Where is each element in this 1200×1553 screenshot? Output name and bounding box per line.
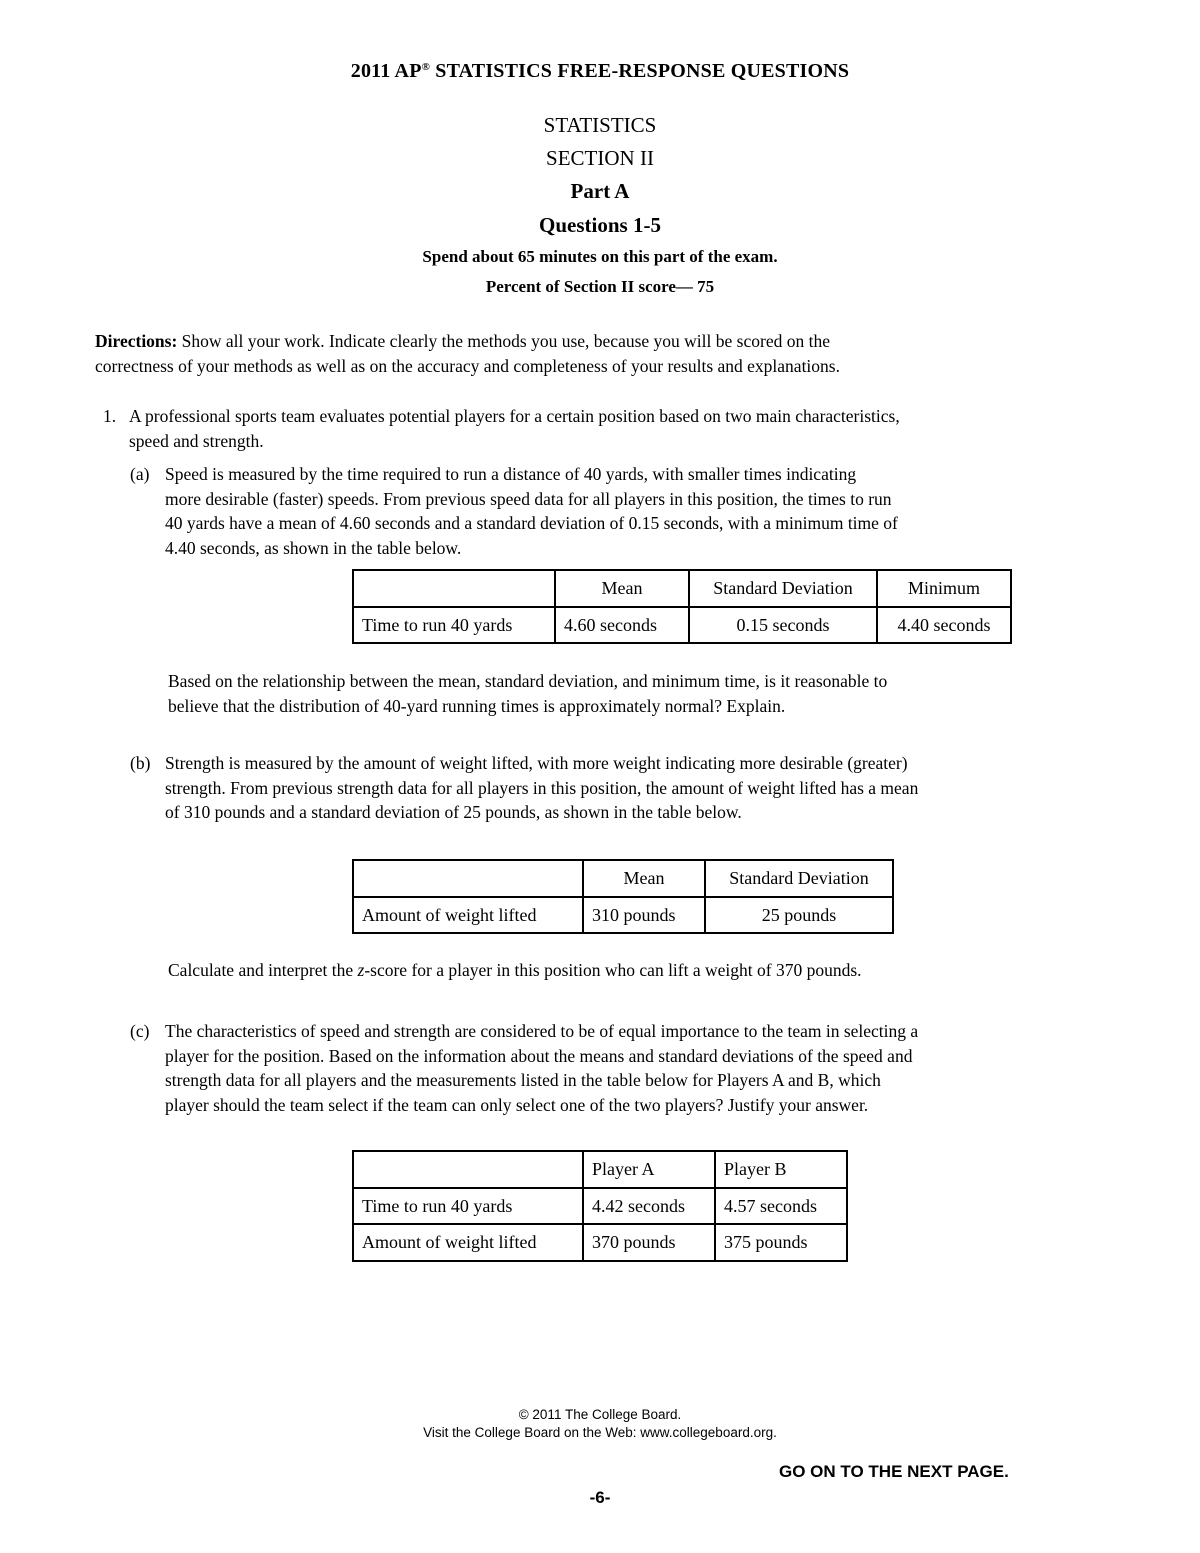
subject-heading: STATISTICS: [543, 113, 657, 137]
table-header-cell: Minimum: [877, 570, 1011, 607]
table-header-row: [353, 1151, 847, 1188]
directions-text-2: correctness of your methods as well as on the accuracy and completeness of your results and explanations.: [95, 355, 840, 376]
part-b-line: of 310 pounds and a standard deviation of 25 pounds, as shown in the table below.: [165, 802, 742, 822]
part-a-prompt-line: believe that the distribution of 40-yard running times is approximately normal? Explain.: [168, 695, 786, 716]
part-a-line: 4.40 seconds, as shown in the table below.: [165, 537, 462, 558]
part-a-prompt-line: Based on the relationship between the mean, standard deviation, and minimum time, is it reasonable to: [168, 671, 888, 691]
part-a-prompt: [168, 669, 1128, 718]
header-title-prefix: 2011 AP: [350, 60, 422, 82]
part-heading: Part A: [570, 179, 630, 203]
percent-note: Percent of Section II score— 75: [485, 277, 715, 296]
table-header-cell: Standard Deviation: [689, 570, 877, 607]
table-header-row: [353, 860, 893, 897]
speed-table: [352, 569, 1012, 644]
table-header-cell: Mean: [555, 570, 689, 607]
directions: [95, 329, 1115, 378]
part-b-label: (b): [130, 753, 151, 773]
table-cell: 370 pounds: [583, 1224, 715, 1261]
time-note: Spend about 65 minutes on this part of the exam.: [422, 247, 778, 266]
question-intro-line: speed and strength.: [129, 430, 264, 451]
section-heading: SECTION II: [546, 146, 654, 170]
header-title-suffix: STATISTICS FREE-RESPONSE QUESTIONS: [430, 60, 850, 82]
part-a-label: (a): [130, 464, 150, 484]
table-cell: 4.40 seconds: [877, 607, 1011, 643]
table-row: [353, 1188, 847, 1224]
questions-heading: Questions 1-5: [539, 213, 661, 237]
copyright: © 2011 The College Board.: [518, 1407, 682, 1422]
part-b-line: Strength is measured by the amount of weight lifted, with more weight indicating more desirable (greater): [165, 753, 908, 773]
part-c-line: The characteristics of speed and strength are considered to be of equal importance to the team in selecting a: [165, 1021, 919, 1041]
table-header-cell: Standard Deviation: [705, 860, 893, 897]
part-c-label: (c): [130, 1021, 150, 1041]
part-b-text: [165, 751, 1125, 825]
part-b-prompt-before: Calculate and interpret the: [168, 960, 358, 980]
table-row-label: Amount of weight lifted: [353, 897, 583, 933]
part-c-line: player should the team select if the team can only select one of the two players? Justify your answer.: [165, 1094, 869, 1115]
question-intro: [129, 404, 1129, 453]
table-row: [353, 1224, 847, 1261]
table-cell: 4.57 seconds: [715, 1188, 847, 1224]
players-table: [352, 1150, 848, 1262]
strength-table: [352, 859, 894, 934]
table-cell: 25 pounds: [705, 897, 893, 933]
table-row: [353, 607, 1011, 643]
part-c-text: [165, 1019, 1145, 1117]
table-cell: [353, 570, 555, 607]
part-a-text: [165, 462, 1125, 560]
table-cell: 4.60 seconds: [555, 607, 689, 643]
page-number: -6-: [589, 1488, 611, 1507]
website-note: Visit the College Board on the Web: www.collegeboard.org.: [423, 1425, 777, 1440]
question-number: 1.: [103, 406, 117, 426]
table-row-label: Amount of weight lifted: [353, 1224, 583, 1261]
part-b-prompt-after: -score for a player in this position who can lift a weight of 370 pounds.: [364, 960, 862, 980]
table-cell: [353, 1151, 583, 1188]
part-a-line: 40 yards have a mean of 4.60 seconds and a standard deviation of 0.15 seconds, with a minimum time of: [165, 513, 898, 533]
part-a-line: Speed is measured by the time required to run a distance of 40 yards, with smaller times indicating: [165, 464, 857, 484]
part-a-line: more desirable (faster) speeds. From previous speed data for all players in this position, the times to run: [165, 488, 892, 509]
part-b-prompt: [168, 958, 1128, 983]
table-cell: [353, 860, 583, 897]
part-c-line: strength data for all players and the measurements listed in the table below for Players A and B, which: [165, 1070, 881, 1090]
table-header-cell: Player A: [583, 1151, 715, 1188]
question-intro-line: A professional sports team evaluates potential players for a certain position based on two main characteristics,: [129, 406, 900, 426]
table-header-row: [353, 570, 1011, 607]
part-c-line: player for the position. Based on the information about the means and standard deviations of the speed and: [165, 1045, 913, 1066]
table-cell: 375 pounds: [715, 1224, 847, 1261]
z-variable: z: [357, 960, 365, 980]
table-cell: 4.42 seconds: [583, 1188, 715, 1224]
directions-label: Directions:: [95, 331, 178, 351]
table-row: [353, 897, 893, 933]
table-row-label: Time to run 40 yards: [353, 607, 555, 643]
table-header-cell: Player B: [715, 1151, 847, 1188]
directions-text-1: Show all your work. Indicate clearly the methods you use, because you will be scored on the: [177, 331, 830, 351]
go-on-notice: GO ON TO THE NEXT PAGE.: [779, 1462, 1009, 1481]
table-cell: 0.15 seconds: [689, 607, 877, 643]
part-b-line: strength. From previous strength data for all players in this position, the amount of weight lifted has a mean: [165, 777, 919, 798]
table-header-cell: Mean: [583, 860, 705, 897]
table-row-label: Time to run 40 yards: [353, 1188, 583, 1224]
registered-mark: ®: [421, 61, 431, 73]
table-cell: 310 pounds: [583, 897, 705, 933]
page-header: [0, 60, 1200, 83]
